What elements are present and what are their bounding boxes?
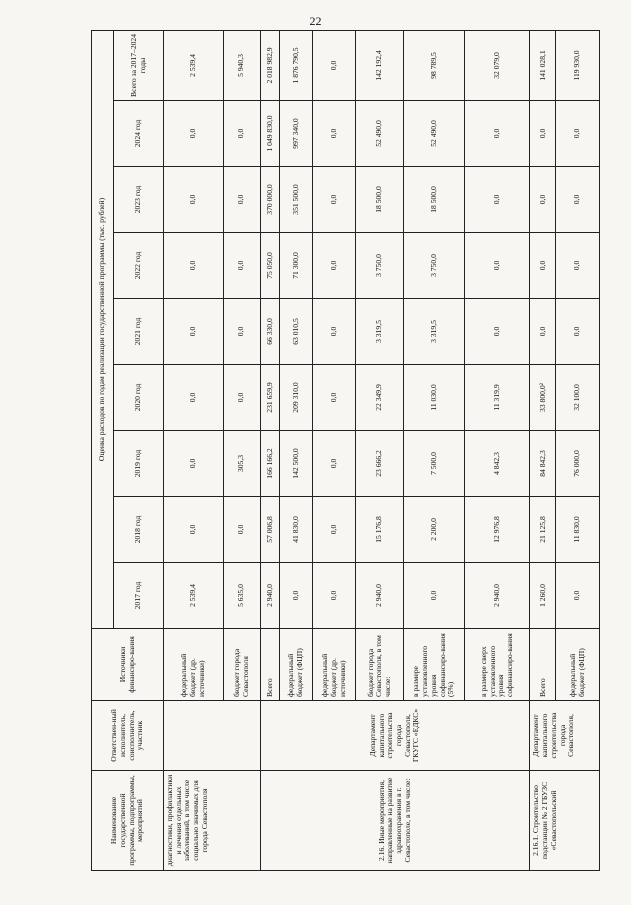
- value-cell: 0,0: [530, 299, 556, 365]
- header-source: Источники финансиро-вания: [92, 629, 164, 701]
- value-cell: 98 789,5: [404, 30, 465, 100]
- budget-table: [91, 30, 600, 871]
- value-cell: 71 300,0: [280, 233, 313, 299]
- value-cell: 141 028,1: [530, 30, 556, 100]
- value-cell: 0,0: [164, 497, 224, 563]
- value-cell: 5 940,3: [223, 30, 260, 100]
- value-cell: 0,0: [556, 299, 600, 365]
- table-row: [164, 30, 224, 870]
- value-cell: 0,0: [312, 233, 355, 299]
- value-cell: 0,0: [223, 101, 260, 167]
- value-cell: 52 490,0: [356, 101, 404, 167]
- value-cell: 3 750,0: [404, 233, 465, 299]
- value-cell: 3 319,5: [404, 299, 465, 365]
- value-cell: 0,0: [530, 167, 556, 233]
- value-cell: 84 842,3: [530, 431, 556, 497]
- source-cell: Всего: [530, 629, 556, 701]
- group-c-name: 2.16.1. Строительство подстанции № 2 ГБУЗС «Севастопольский: [530, 771, 600, 871]
- value-cell: 22 349,9: [356, 365, 404, 431]
- value-cell: 0,0: [465, 233, 530, 299]
- header-year: 2019 год: [114, 431, 164, 497]
- value-cell: 351 500,0: [280, 167, 313, 233]
- value-cell: 370 000,0: [260, 167, 280, 233]
- value-cell: 18 500,0: [356, 167, 404, 233]
- value-cell: 75 050,0: [260, 233, 280, 299]
- value-cell: 0,0: [312, 563, 355, 629]
- group-a-responsible: [164, 701, 261, 771]
- value-cell: 0,0: [312, 101, 355, 167]
- group-b-name: 2.16. Иные мероприятия, направленные на развитие здравоохранения в г. Севастополе, в том числе:: [260, 771, 530, 871]
- value-cell: 0,0: [556, 101, 600, 167]
- value-cell: 0,0: [404, 563, 465, 629]
- value-cell: 66 330,0: [260, 299, 280, 365]
- table-row: [530, 30, 556, 870]
- source-cell: в размере сверх установленного уровня софинансиро-вания: [465, 629, 530, 701]
- group-c-responsible: Департамент капитального строительства города Севастополя,: [530, 701, 600, 771]
- value-cell: 0,0: [223, 497, 260, 563]
- value-cell: 0,0: [223, 233, 260, 299]
- header-year: 2022 год: [114, 233, 164, 299]
- value-cell: 2 539,4: [164, 563, 224, 629]
- value-cell: 32 100,0: [556, 365, 600, 431]
- header-year: 2024 год: [114, 101, 164, 167]
- value-cell: 63 010,5: [280, 299, 313, 365]
- value-cell: 12 976,8: [465, 497, 530, 563]
- source-cell: бюджет города Севастополя, в том числе:: [356, 629, 404, 701]
- value-cell: 0,0: [164, 365, 224, 431]
- group-b-responsible: Департамент капитального строительства города Севастополя, ГКУГС «ЕДКС»: [260, 701, 530, 771]
- value-cell: 166 166,2: [260, 431, 280, 497]
- source-cell: бюджет города Севастополя: [223, 629, 260, 701]
- header-year: 2020 год: [114, 365, 164, 431]
- value-cell: 0,0: [280, 563, 313, 629]
- value-cell: 997 340,0: [280, 101, 313, 167]
- value-cell: 11 030,0: [404, 365, 465, 431]
- value-cell: 0,0: [530, 233, 556, 299]
- value-cell: 32 079,0: [465, 30, 530, 100]
- value-cell: 0,0: [223, 365, 260, 431]
- header-name: Наименование государственной программы, подпрограммы, мероприятий: [92, 771, 164, 871]
- value-cell: 5 635,0: [223, 563, 260, 629]
- value-cell: 305,3: [223, 431, 260, 497]
- value-cell: 2 940,0: [260, 563, 280, 629]
- value-cell: 142 500,0: [280, 431, 313, 497]
- header-year: 2018 год: [114, 497, 164, 563]
- source-cell: федеральный бюджет (ФЦП): [556, 629, 600, 701]
- header-total: Всего за 2017–2024 годы: [114, 30, 164, 100]
- value-cell: 0,0: [556, 233, 600, 299]
- table-row: [260, 30, 280, 870]
- group-a-name: диагностики, профилактики и лечения отдельных заболеваний, в том числе социально значимых для города Севастополя: [164, 771, 261, 871]
- value-cell: 76 000,0: [556, 431, 600, 497]
- value-cell: 3 319,5: [356, 299, 404, 365]
- value-cell: 7 500,0: [404, 431, 465, 497]
- value-cell: 41 830,0: [280, 497, 313, 563]
- value-cell: 0,0: [164, 101, 224, 167]
- value-cell: 0,0: [556, 167, 600, 233]
- value-cell: 0,0: [530, 101, 556, 167]
- value-cell: 0,0: [223, 299, 260, 365]
- value-cell: 209 310,0: [280, 365, 313, 431]
- value-cell: 0,0: [465, 101, 530, 167]
- header-responsible: Ответствен-ный исполнитель, соисполнитель, участник: [92, 701, 164, 771]
- header-estimate: Оценка расходов по годам реализации государственной программы (тыс. рублей): [92, 30, 114, 628]
- value-cell: 0,0: [164, 431, 224, 497]
- value-cell: 119 930,0: [556, 30, 600, 100]
- header-year: 2023 год: [114, 167, 164, 233]
- value-cell: 0,0: [312, 431, 355, 497]
- value-cell: 2 018 982,9: [260, 30, 280, 100]
- value-cell: 1 049 830,0: [260, 101, 280, 167]
- value-cell: 231 659,9: [260, 365, 280, 431]
- value-cell: 0,0: [465, 299, 530, 365]
- value-cell: 0,0: [164, 167, 224, 233]
- header-year: 2021 год: [114, 299, 164, 365]
- value-cell: 0,0: [312, 30, 355, 100]
- value-cell: 2 200,0: [404, 497, 465, 563]
- value-cell: 0,0: [312, 365, 355, 431]
- value-cell: 57 006,8: [260, 497, 280, 563]
- budget-table-container: [91, 31, 600, 871]
- value-cell: 0,0: [312, 299, 355, 365]
- value-cell: 0,0: [556, 563, 600, 629]
- value-cell: 0,0: [223, 167, 260, 233]
- value-cell: 0,0: [164, 233, 224, 299]
- value-cell: 2 539,4: [164, 30, 224, 100]
- header-year: 2017 год: [114, 563, 164, 629]
- value-cell: 2 940,0: [356, 563, 404, 629]
- value-cell: 0,0: [164, 299, 224, 365]
- value-cell: 1 876 790,5: [280, 30, 313, 100]
- source-cell: в размере установленного уровня софинансиро-вания (5%): [404, 629, 465, 701]
- value-cell: 11 830,0: [556, 497, 600, 563]
- value-cell: 0,0: [465, 167, 530, 233]
- page-number: 22: [309, 14, 322, 28]
- value-cell: 0,0: [312, 167, 355, 233]
- value-cell: 23 666,2: [356, 431, 404, 497]
- source-cell: федеральный бюджет (др. источники): [164, 629, 224, 701]
- source-cell: федеральный бюджет (др. источники): [312, 629, 355, 701]
- value-cell: 15 176,8: [356, 497, 404, 563]
- value-cell: 3 750,0: [356, 233, 404, 299]
- value-cell: 21 125,8: [530, 497, 556, 563]
- value-cell: 18 500,0: [404, 167, 465, 233]
- source-cell: федеральный бюджет (ФЦП): [280, 629, 313, 701]
- value-cell: 1 260,0: [530, 563, 556, 629]
- source-cell: Всего: [260, 629, 280, 701]
- value-cell: 2 940,0: [465, 563, 530, 629]
- value-cell: 142 192,4: [356, 30, 404, 100]
- value-cell: 33 800,0²: [530, 365, 556, 431]
- value-cell: 0,0: [312, 497, 355, 563]
- value-cell: 4 842,3: [465, 431, 530, 497]
- value-cell: 52 490,0: [404, 101, 465, 167]
- value-cell: 11 319,9: [465, 365, 530, 431]
